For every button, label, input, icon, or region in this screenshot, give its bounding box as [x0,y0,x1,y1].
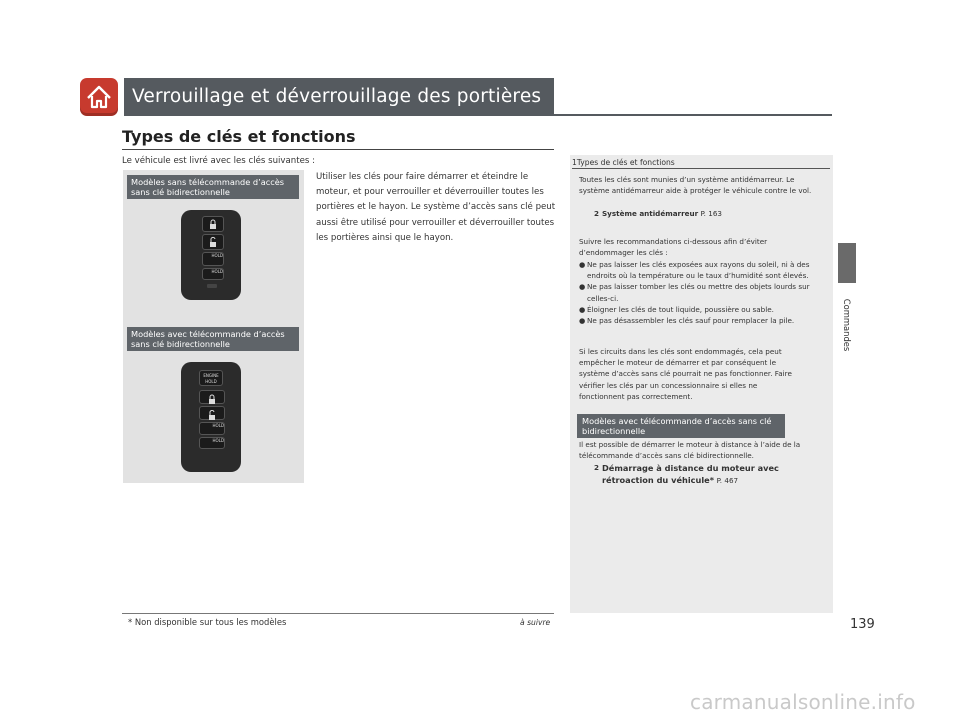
bullet-item: ● Ne pas laisser tomber les clés ou mettre des objets lourds sur celles-ci. [579,282,810,303]
page-title-bar [124,78,554,114]
section-rule [122,149,554,150]
chapter-tab[interactable] [838,243,856,283]
notes-bullets [579,259,829,326]
key-slot [207,284,217,288]
unlock-button [202,234,224,250]
notes-heading-rule [572,168,830,169]
unlock-icon [203,236,223,250]
panic-button: HOLD [202,268,224,280]
house-icon [80,78,118,116]
panic-button-2: HOLD [199,437,225,449]
unlock-icon [200,410,224,422]
keys-illustration-panel [123,170,304,483]
notes-model-label: Modèles avec télécommande d’accès sans clé bidirectionnelle [577,414,785,438]
title-rule [124,114,832,116]
lock-icon [203,218,223,232]
xref-arrow-icon: 2 [594,209,600,218]
notes-p1: Toutes les clés sont munies d’un système antidémarreur. Le système antidémarreur aide à protéger le véhicule contre le vol. [579,175,812,196]
panel-label-without-remote: Modèles sans télécommande d’accès sans clé bidirectionnelle [127,175,299,199]
lock-button-2 [199,390,225,404]
lock-icon [200,394,224,406]
bullet-icon: ● [579,282,586,292]
xref-remote-start[interactable]: 2 Démarrage à distance du moteur avec rétroaction du véhicule* P. 467 [594,463,779,485]
key-fob-remote-start [181,362,241,472]
bullet-icon: ● [579,260,586,269]
panel-label-with-remote: Modèles avec télécommande d’accès sans clé bidirectionnelle [127,327,299,351]
xref-antidemarreur[interactable]: 2 Système antidémarreur P. 163 [594,209,722,218]
notes-heading: 1Types de clés et fonctions [572,158,675,167]
footnote: * Non disponible sur tous les modèles [128,617,287,627]
notes-p3: Si les circuits dans les clés sont endommagés, cela peut empêcher le moteur de démarrer et par conséquent le système d’accès sans clé pourrait ne pas fonctionner. Faire vérifier les clés par un concessionnaire si elles ne fonctionnent pas correctement. [579,347,792,401]
key-fob-basic [181,210,241,300]
section-title: Types de clés et fonctions [122,127,356,146]
notes-p2: Suivre les recommandations ci-dessous afin d’éviter d’endommager les clés : [579,237,768,258]
footer-rule [122,613,554,614]
engine-start-button: ENGINE HOLD [199,370,223,386]
tailgate-button: HOLD [202,252,224,266]
xref-icon: 1 [572,158,577,167]
bullet-item: ● Ne pas désassembler les clés sauf pour remplacer la pile. [579,316,795,326]
intro-text: Le véhicule est livré avec les clés suivantes : [122,156,315,166]
watermark: carmanualsonline.info [690,690,916,714]
bullet-item: ● Ne pas laisser les clés exposées aux rayons du soleil, ni à des endroits où la température ou le taux d’humidité sont élevés. [579,260,810,281]
xref-arrow-icon: 2 [594,463,600,472]
body-text: Utiliser les clés pour faire démarrer et éteindre le moteur, et pour verrouiller et déverrouiller toutes les portières et le hayon. Le système d’accès sans clé peut aussi être utilisé pour verrouiller et déverrouiller toutes les portières ainsi que le hayon. [316,172,556,243]
home-icon[interactable] [80,78,118,116]
page-number: 139 [850,617,875,632]
continued-label: à suivre [520,618,551,627]
bullet-icon: ● [579,304,586,314]
bullet-item: ● Éloigner les clés de tout liquide, poussière ou sable. [579,304,774,314]
bullet-icon: ● [579,316,586,326]
tailgate-button-2: HOLD [199,422,225,435]
chapter-tab-label: Commandes [842,298,852,352]
page-title: Verrouillage et déverrouillage des portières [132,86,542,107]
unlock-button-2 [199,406,225,420]
notes-p4: Il est possible de démarrer le moteur à distance à l’aide de la télécommande d’accès sans clé bidirectionnelle. [579,440,801,461]
lock-button [202,216,224,232]
